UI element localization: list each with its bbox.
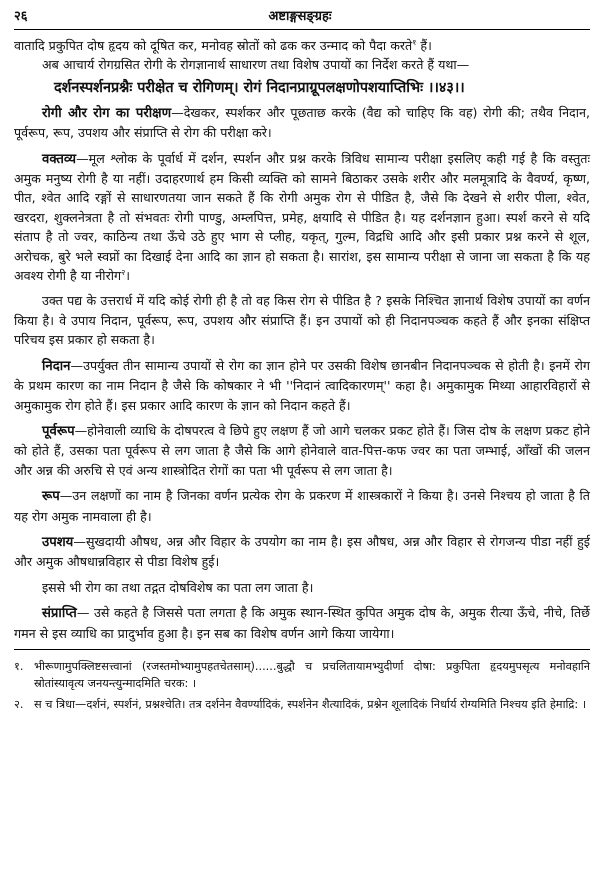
paragraph-text: वातादि प्रकुपित दोष हृदय को दूषित कर, मनोवह स्रोतों को ढक कर उन्माद को पैदा करते	[14, 38, 413, 53]
paragraph-text: —देखकर, स्पर्शकर और पूछताछ करके (वैद्य को चाहिए कि वह) रोगी की; तथैव निदान, पूर्वरूप, रूप, उपशय और संप्राप्ति से रोग की परीक्षा करे।	[14, 104, 591, 141]
paragraph	[14, 421, 590, 480]
section-heading: निदान	[42, 358, 71, 374]
paragraph-text: — उसे कहते है जिससे पता लगता है कि अमुक स्थान-स्थित कुपित अमुक दोष के, अमुक रीत्या ऊँचे, नीचे, तिर्छे गमन से इस व्याधि का प्रादुर्भाव हुआ है। इन सब का विशेष वर्णन आगे किया जायेगा।	[14, 605, 590, 641]
running-title: अष्टाङ्गसङ्ग्रहः	[268, 9, 332, 24]
footnotes	[14, 658, 590, 713]
paragraph-text: ।	[125, 268, 131, 284]
footnote-text: भीरूणामुपक्लिष्टसत्त्वानां (रजस्तमोभ्यामुपहतचेतसाम्)......बुद्धौ च प्रचलितायामभ्युदीर्णा दोषा: प्रकुपिता हृदयमुपसृत्य मनोवहानि स्रोतांस्यावृत्य जनयन्त्युन्मादमिति चरक: ।	[34, 659, 590, 690]
paragraph	[14, 532, 590, 572]
section-heading: उपशय	[42, 534, 74, 550]
footnote-divider	[14, 649, 590, 650]
footnote-ref: १	[412, 37, 417, 47]
section-heading: रूप	[42, 489, 60, 505]
paragraph	[14, 356, 590, 415]
paragraph	[14, 149, 590, 286]
paragraph	[14, 486, 590, 526]
paragraph-text: हैं।	[416, 38, 432, 53]
paragraph-text: —उन लक्षणों का नाम है जिनका वर्णन प्रत्येक रोग के प्रकरण में शास्त्रकारों ने किया है। उनसे निश्चय हो जाता है ति यह रोग अमुक नामवाला ही है।	[14, 488, 590, 524]
footnote-number: १.	[14, 659, 24, 673]
sloka-verse: दर्शनस्पर्शनप्रश्नैः परीक्षेत च रोगिणम्। रोगं निदानप्राग्रूपलक्षणोपशयाप्तिभिः ।।४३।।	[54, 79, 465, 96]
paragraph-text: —होनेवाली व्याधि के दोषपरत्व वे छिपे हुए लक्षण हैं जो आगे चलकर प्रकट होते हैं। जिस दोष के लक्षण प्रकट होने को होते हैं, उसका पता पूर्वरूप से लग जाता है जैसे कि आगे होनेवाले वात-पित्त-कफ ज्वर का पता जम्भाई, आँखों की जलन और अन्न की अरुचि से एवं अन्य शास्त्रोदित रोगों का पता भी पूर्वरूप से लग जाता है।	[14, 422, 590, 478]
footnote-ref: २	[121, 267, 126, 277]
page-number: २६	[14, 9, 28, 24]
paragraph-text: —उपर्युक्त तीन सामान्य उपायों से रोग का ज्ञान होने पर उसकी विशेष छानबीन निदानपञ्चक से होती है। इनमें रोग के प्रथम कारण का नाम निदान है जैसे कि कोषकार ने भी ''निदानं त्वादिकारणम्'' कहा है। अमुकामुक मिथ्या आहारविहारों से अमुकामुक रोग होते हैं। इस प्रकार आदि कारण के ज्ञान को निदान कहते हैं।	[14, 357, 590, 413]
section-heading: पूर्वरूप	[42, 423, 75, 439]
footnote-number: २.	[14, 697, 24, 711]
paragraph	[14, 103, 590, 143]
paragraph: अब आचार्य रोगग्रसित रोगी के रोगज्ञानार्थ साधारण तथा विशेष उपायों का निर्देश करते हैं यथा—	[42, 57, 470, 73]
paragraph	[14, 36, 590, 55]
section-heading: वक्तव्य	[42, 151, 77, 167]
paragraph: इससे भी रोग का तथा तद्गत दोषविशेष का पता लग जाता है।	[42, 579, 314, 595]
footnote	[14, 658, 590, 692]
section-heading: रोगी और रोग का परीक्षण	[42, 105, 172, 121]
footnote-text: स च त्रिधा—दर्शनं, स्पर्शनं, प्रश्नश्चेति। तत्र दर्शनेन वैवर्ण्यादिकं, स्पर्शनेन शैत्यादिकं, प्रश्नेन शूलादिकं निर्धार्य रोग्यमिति निश्चय इति हेमाद्रि: ।	[34, 697, 587, 711]
paragraph	[14, 603, 590, 643]
main-text	[14, 36, 590, 643]
paragraph-text: —मूल श्लोक के पूर्वार्ध में दर्शन, स्पर्शन और प्रश्न करके त्रिविध सामान्य परीक्षा इसलिए कही गई है कि वस्तुतः अमुक मनुष्य रोगी है या नहीं। उदाहरणार्थ हम किसी व्यक्ति को सामने बिठाकर उसके शरीर और मलमूत्रादि के वैवर्ण्य, कृष्ण, पीत, श्वेत आदि रङ्गों से साधारणतया जान सकते हैं कि रोगी अमुक रोग से पीडित है, जैसे कि देखने से शरीर पीला, श्वेत, खरदरा, शुक्लनेत्रता है तो संभवतः रोगी पाण्डु, अम्लपित्त, प्रमेह, क्षयादि से पीडित है। यह दर्शनज्ञान हुआ। स्पर्श करने से यदि संताप है तो ज्वर, काठिन्य तथा ऊँचे उठे हुए भाग से प्लीह, यकृत्, गुल्म, विद्रधि आदि और इसी प्रकार प्रश्न करने से शूल, अरोचक, बुरे भले स्वप्नों का दिखाई देना आदि का ज्ञान हो सकता है। सारांश, इस सामान्य परीक्षा से जाना जा सकता है कि यह अवश्य रोगी है या नीरोग	[14, 150, 590, 284]
paragraph-text: —सुखदायी औषध, अन्न और विहार के उपयोग का नाम है। इस औषध, अन्न और विहार से रोगजन्य पीडा नहीं हुई और अमुक औषधान्नविहार से पीडा विशेष हुई।	[14, 533, 590, 570]
footnote	[14, 696, 590, 713]
paragraph: उक्त पद्य के उत्तरार्ध में यदि कोई रोगी ही है तो वह किस रोग से पीडित है ? इसके निश्चित ज्ञानार्थ विशेष उपायों का वर्णन किया है। वे उपाय निदान, पूर्वरूप, रूप, उपशय और संप्राप्ति हैं। इन उपायों को ही निदानपञ्चक कहते हैं और इनका संक्षिप्त परिचय इस प्रकार हो सकता है।	[14, 293, 590, 348]
section-heading: संप्राप्ति	[42, 606, 77, 622]
